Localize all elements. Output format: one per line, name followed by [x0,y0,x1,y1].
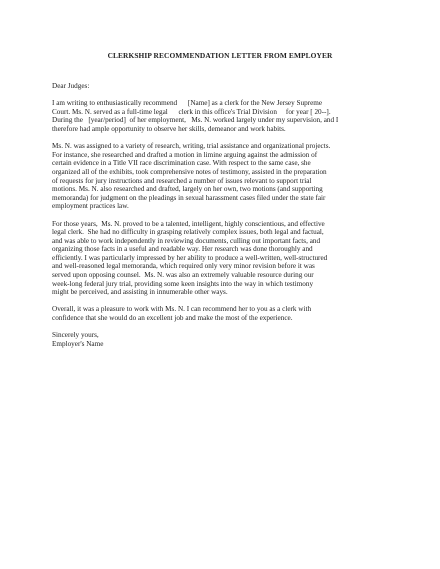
paragraph-line: During the [year/period] of her employment, Ms. N. worked largely under my supervision, and I [52,116,339,125]
paragraph-line: efficiently. I was particularly impressed by her ability to produce a well-written, well-structured [52,253,328,262]
closing-block [52,331,392,348]
paragraph-line: week-long federal jury trial, providing some keen insights into the way in which testimony [52,279,314,288]
paragraph-line: memoranda) for judgment on the pleadings in sexual harassment cases filed under the state fair [52,193,326,202]
paragraph-line: I am writing to enthusiastically recommend [Name] as a clerk for the New Jersey Supreme [52,99,323,108]
paragraph-line: therefore had ample opportunity to observe her skills, demeanor and work habits. [52,124,286,133]
paragraph-3 [52,220,392,297]
paragraph-line: organized all of the exhibits, took comprehensive notes of testimony, assisted in the preparation [52,167,327,176]
paragraph-line: Ms. N. was assigned to a variety of research, writing, trial assistance and organizational projects. [52,142,331,151]
closing: Sincerely yours, [52,331,99,340]
paragraph-line: motions. Ms. N. also researched and drafted, largely on her own, two motions (and supporting [52,185,323,194]
paragraph-line: For instance, she researched and drafted a motion in limine arguing against the admission of [52,150,318,159]
paragraph-1 [52,99,392,133]
paragraph-4 [52,305,392,322]
paragraph-line: employment practices law. [52,202,129,211]
signature: Employer's Name [52,339,104,348]
paragraph-2 [52,142,392,211]
paragraph-line: confidence that she would do an excellent job and make the most of the experience. [52,314,293,323]
paragraph-line: might be perceived, and assisting in innumerable other ways. [52,288,228,297]
paragraph-line: For those years, Ms. N. proved to be a talented, intelligent, highly conscientious, and effective [52,219,325,228]
letter-body [52,82,392,348]
salutation: Dear Judges: [52,82,90,90]
paragraph-line: served upon opposing counsel. Ms. N. was also an extremely valuable resource during our [52,271,314,280]
paragraph-line: organizing those facts in a useful and readable way. Her research was done thoroughly and [52,245,313,254]
paragraph-line: and well-reasoned legal memoranda, which required only very minor revision before it was [52,262,315,271]
paragraph-line: certain evidence in a Title VII race discrimination case. With respect to the same case, she [52,159,311,168]
paragraph-line: and was able to work independently in reviewing documents, culling out important facts, and [52,236,321,245]
paragraph-line: of requests for jury instructions and researched a number of issues relevant to support trial [52,176,312,185]
letter-title: CLERKSHIP RECOMMENDATION LETTER FROM EMPLOYER [107,51,333,60]
paragraph-line: legal clerk. She had no difficulty in grasping relatively complex issues, both legal and factual, [52,228,324,237]
paragraph-line: Court. Ms. N. served as a full-time legal clerk in this office's Trial Division for year [ 20--]. [52,107,331,116]
paragraph-line: Overall, it was a pleasure to work with Ms. N. I can recommend her to you as a clerk with [52,305,312,314]
